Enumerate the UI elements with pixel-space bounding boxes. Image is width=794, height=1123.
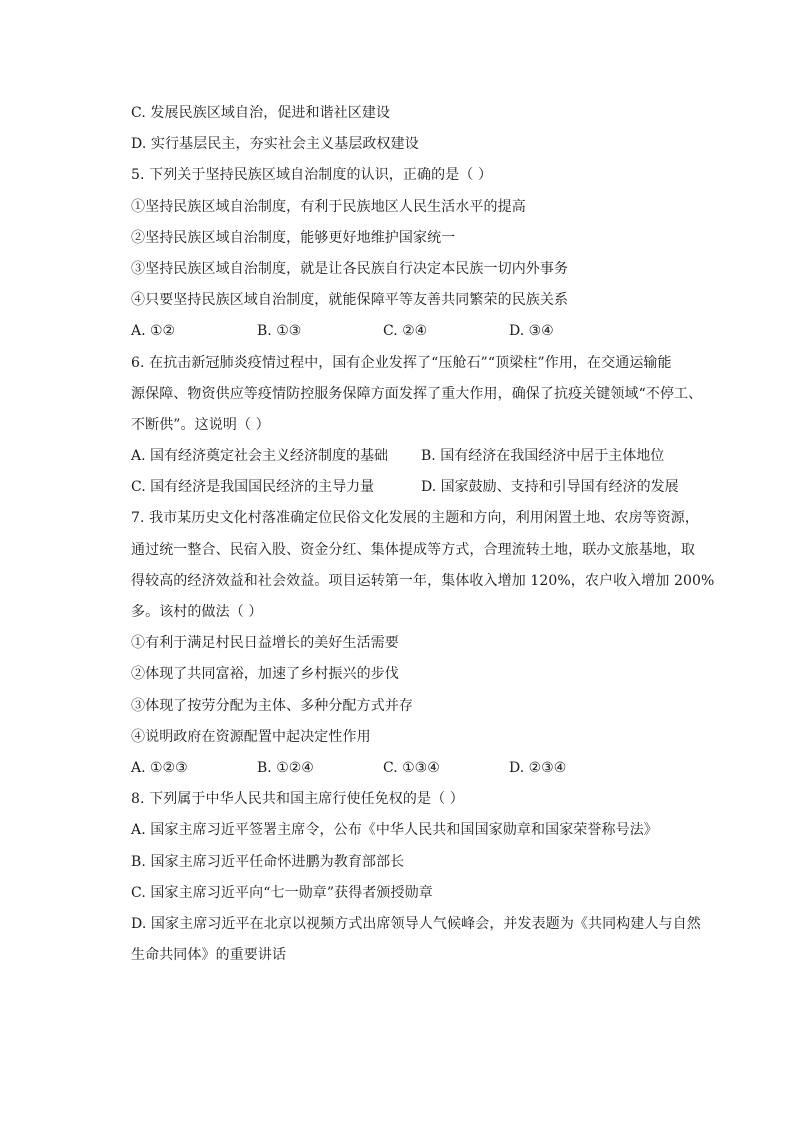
question-6-stem-line-2: 源保障、物资供应等疫情防控服务保障方面发挥了重大作用，确保了抗疫关键领域“不停工、 bbox=[131, 385, 703, 402]
question-6-option-b: B. 国有经济在我国经济中居于主体地位 bbox=[421, 448, 665, 465]
exam-page bbox=[131, 98, 715, 971]
question-5-option-c: C. ②④ bbox=[383, 323, 428, 340]
question-6-stem-line-1: 6. 在抗击新冠肺炎疫情过程中，国有企业发挥了“压舱石”“顶梁柱”作用，在交通运输能 bbox=[131, 354, 672, 371]
question-5-statement-2: ②坚持民族区域自治制度，能够更好地维护国家统一 bbox=[131, 229, 456, 246]
question-6-option-c: C. 国有经济是我国国民经济的主导力量 bbox=[131, 479, 375, 496]
question-6-option-d: D. 国家鼓励、支持和引导国有经济的发展 bbox=[421, 479, 679, 496]
question-6-options-row-2 bbox=[131, 472, 711, 503]
question-7-options bbox=[131, 753, 711, 784]
question-6-options-row-1 bbox=[131, 441, 711, 472]
question-8-option-a: A. 国家主席习近平签署主席令，公布《中华人民共和国国家勋章和国家荣誉称号法》 bbox=[131, 822, 658, 839]
question-5-stem: 5. 下列关于坚持民族区域自治制度的认识，正确的是（ ） bbox=[131, 167, 493, 184]
question-8-option-d-line-1: D. 国家主席习近平在北京以视频方式出席领导人气候峰会，并发表题为《共同构建人与自然 bbox=[131, 915, 701, 932]
question-8-option-c: C. 国家主席习近平向“七一勋章”获得者颁授勋章 bbox=[131, 884, 433, 901]
question-7-statement-1: ①有利于满足村民日益增长的美好生活需要 bbox=[131, 635, 399, 652]
question-7-option-b: B. ①②④ bbox=[257, 759, 314, 776]
question-8-option-b: B. 国家主席习近平任命怀进鹏为教育部部长 bbox=[131, 853, 405, 870]
question-7-statement-3: ③体现了按劳分配为主体、多种分配方式并存 bbox=[131, 697, 413, 714]
question-7-stem-line-3: 得较高的经济效益和社会效益。项目运转第一年，集体收入增加 120%，农户收入增加 200% bbox=[131, 572, 715, 589]
question-7-statement-4: ④说明政府在资源配置中起决定性作用 bbox=[131, 728, 371, 745]
question-8-stem: 8. 下列属于中华人民共和国主席行使任免权的是（ ） bbox=[131, 791, 464, 808]
question-5-option-b: B. ①③ bbox=[257, 323, 302, 340]
question-6-option-a: A. 国有经济奠定社会主义经济制度的基础 bbox=[131, 448, 389, 465]
question-7-option-c: C. ①③④ bbox=[383, 759, 440, 776]
question-6-stem-line-3: 不断供”。这说明（ ） bbox=[131, 416, 270, 433]
question-7-option-a: A. ①②③ bbox=[131, 759, 188, 776]
question-5-statement-4: ④只要坚持民族区域自治制度，就能保障平等友善共同繁荣的民族关系 bbox=[131, 292, 569, 309]
question-5-option-d: D. ③④ bbox=[509, 323, 554, 340]
question-4-option-d: D. 实行基层民主，夯实社会主义基层政权建设 bbox=[131, 136, 419, 153]
question-8-option-d-line-2: 生命共同体》的重要讲话 bbox=[131, 947, 287, 964]
question-7-stem-line-2: 通过统一整合、民宿入股、资金分红、集体提成等方式，合理流转土地，联办文旅基地，取 bbox=[131, 541, 695, 558]
question-5-statement-3: ③坚持民族区域自治制度，就是让各民族自行决定本民族一切内外事务 bbox=[131, 260, 569, 277]
question-5-option-a: A. ①② bbox=[131, 323, 176, 340]
question-5-statement-1: ①坚持民族区域自治制度，有利于民族地区人民生活水平的提高 bbox=[131, 198, 526, 215]
question-7-option-d: D. ②③④ bbox=[509, 759, 567, 776]
question-5-options bbox=[131, 316, 711, 347]
question-7-statement-2: ②体现了共同富裕，加速了乡村振兴的步伐 bbox=[131, 666, 399, 683]
question-4-option-c: C. 发展民族区域自治，促进和谐社区建设 bbox=[131, 105, 391, 121]
question-7-stem-line-1: 7. 我市某历史文化村落准确定位民俗文化发展的主题和方向，利用闲置土地、农房等资源， bbox=[131, 510, 700, 527]
question-7-stem-line-4: 多。该村的做法（ ） bbox=[131, 604, 263, 620]
